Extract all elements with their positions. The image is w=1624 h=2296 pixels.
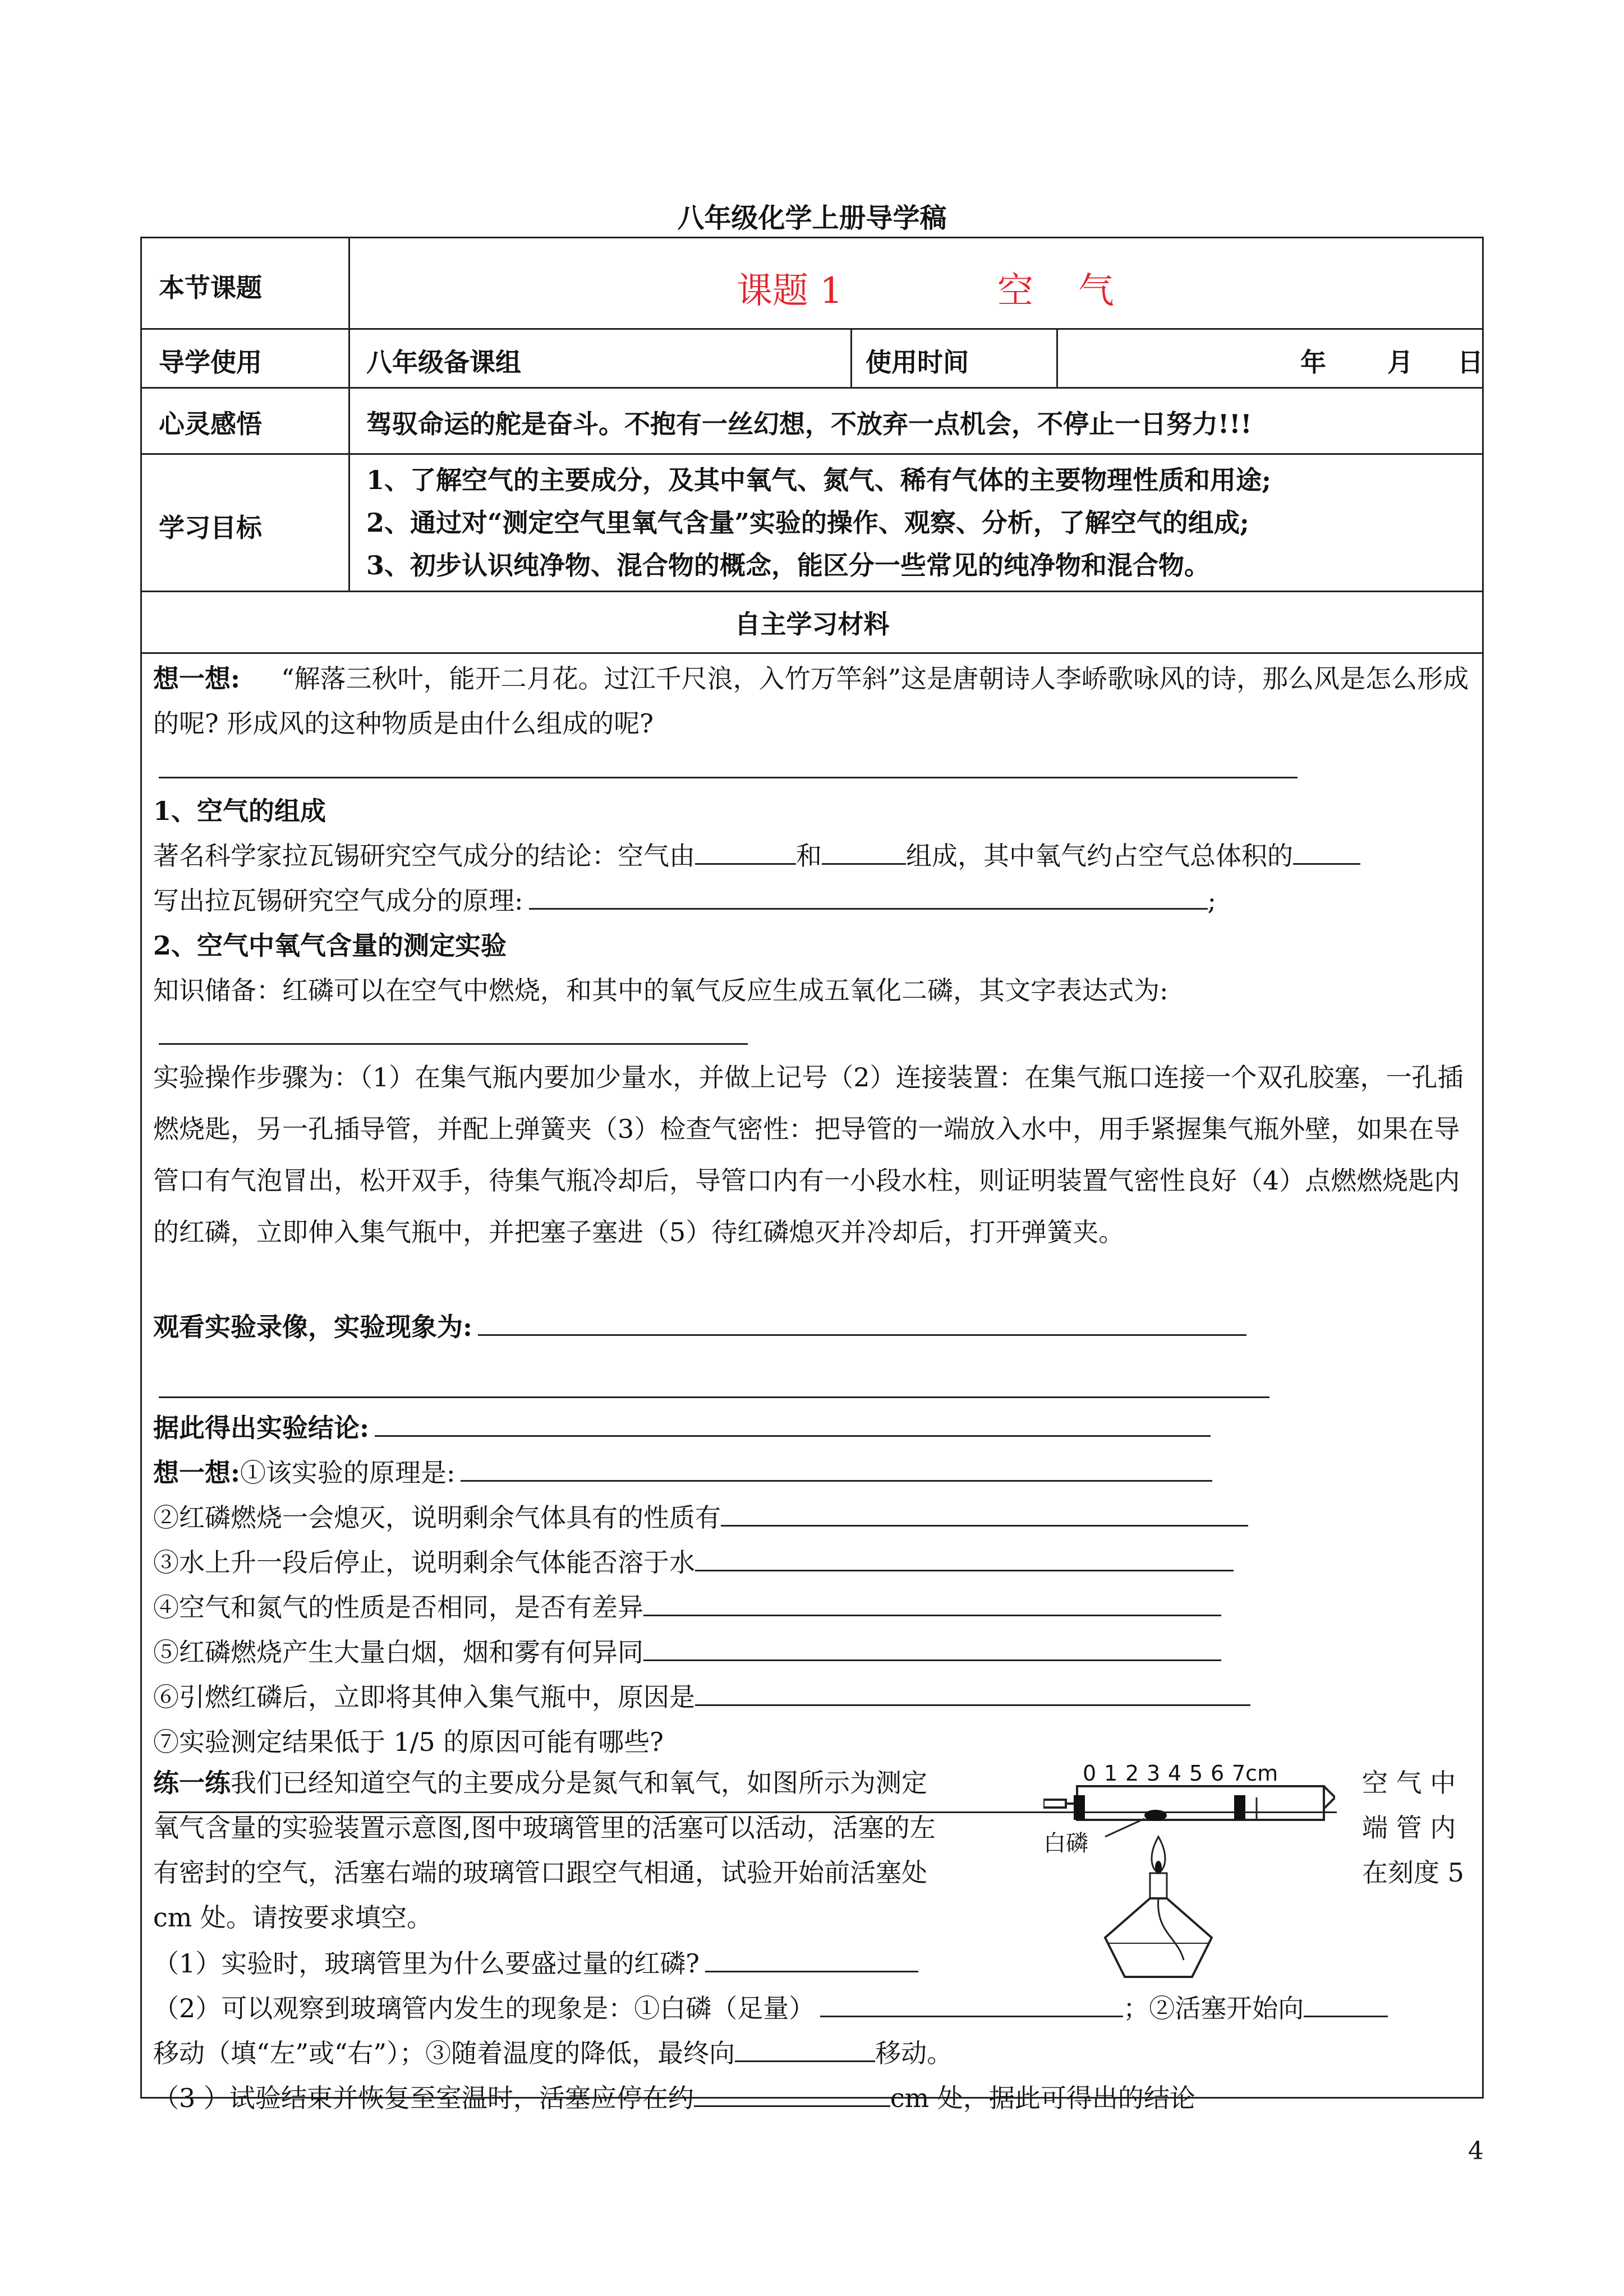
date-month: 月 bbox=[1387, 347, 1413, 377]
goals-list bbox=[366, 459, 1271, 587]
s1-text: 写出拉瓦锡研究空气成分的原理: bbox=[153, 886, 523, 916]
scale-label: 4 bbox=[1168, 1761, 1182, 1786]
goal-item: 3、初步认识纯净物、混合物的概念，能区分一些常见的纯净物和混合物。 bbox=[366, 550, 1211, 580]
question-text: ⑥引燃红磷后，立即将其伸入集气瓶中，原因是 bbox=[153, 1682, 695, 1712]
section1-heading: 1、空气的组成 bbox=[153, 796, 326, 826]
table-rule bbox=[142, 591, 1482, 592]
question-text: ；②活塞开始向 bbox=[1123, 1993, 1304, 2023]
page-number: 4 bbox=[1468, 2137, 1484, 2165]
topic-label: 本节课题 bbox=[159, 273, 262, 303]
scale-label: 2 bbox=[1125, 1761, 1139, 1786]
observe-line bbox=[153, 1307, 1246, 1344]
s1-text: ; bbox=[1207, 886, 1216, 916]
table-col-rule bbox=[850, 328, 852, 387]
usage-value: 八年级备课组 bbox=[366, 347, 521, 377]
white-phosphorus bbox=[1144, 1810, 1167, 1821]
goals-label: 学习目标 bbox=[159, 513, 262, 543]
think1-label: 想一想: bbox=[153, 663, 240, 694]
open-end bbox=[1324, 1786, 1335, 1809]
practice-q2-line1 bbox=[153, 1988, 1388, 2025]
scale-label: 7cm bbox=[1232, 1761, 1278, 1786]
blank bbox=[375, 1408, 1211, 1437]
section2-heading: 2、空气中氧气含量的测定实验 bbox=[153, 930, 507, 961]
phosphorus-label: 白磷 bbox=[1043, 1831, 1088, 1856]
blank bbox=[721, 1498, 1248, 1527]
lesson-name: 空气 bbox=[997, 270, 1159, 312]
table-rule bbox=[142, 328, 1482, 330]
question-text: ⑤红磷燃烧产生大量白烟，烟和雾有何异同 bbox=[153, 1637, 643, 1667]
lesson-number: 课题 1 bbox=[737, 270, 843, 312]
question-q7: ⑦实验测定结果低于 1/5 的原因可能有哪些? bbox=[153, 1727, 664, 1757]
blank bbox=[643, 1633, 1221, 1661]
scale-label: 1 bbox=[1104, 1761, 1118, 1786]
conclusion-label: 据此得出实验结论: bbox=[153, 1413, 369, 1443]
table-rule bbox=[142, 652, 1482, 654]
question-text: ②红磷燃烧一会熄灭，说明剩余气体具有的性质有 bbox=[153, 1502, 721, 1533]
table-col-rule bbox=[1056, 328, 1058, 387]
practice-line3: 有密封的空气，活塞右端的玻璃管口跟空气相通，试验开始前活塞处 bbox=[153, 1857, 927, 1888]
practice-side-2: 端 管 内 bbox=[1362, 1813, 1456, 1843]
scale-label: 5 bbox=[1189, 1761, 1203, 1786]
practice-line4: cm 处。请按要求填空。 bbox=[153, 1902, 433, 1933]
apparatus-figure bbox=[1043, 1753, 1335, 1988]
practice-text: 我们已经知道空气的主要成分是氮气和氧气，如图所示为测定 bbox=[231, 1768, 927, 1798]
blank bbox=[695, 1677, 1250, 1706]
answer-line bbox=[159, 1043, 748, 1045]
blank bbox=[695, 836, 796, 865]
lesson-title bbox=[737, 262, 1159, 313]
question-text: （2）可以观察到玻璃管内发生的现象是：①白磷（足量） bbox=[153, 1993, 815, 2023]
question-text: ④空气和氮气的性质是否相同，是否有差异 bbox=[153, 1592, 643, 1622]
question-text: 移动（填“左”或“右”）；③随着温度的降低，最终向 bbox=[153, 2038, 735, 2068]
question-text: （1）实验时，玻璃管里为什么要盛过量的红磷? bbox=[153, 1948, 700, 1979]
section2-knowledge: 知识储备：红磷可以在空气中燃烧，和其中的氧气反应生成五氧化二磷，其文字表达式为: bbox=[153, 975, 1168, 1006]
date-year: 年 bbox=[1300, 347, 1326, 377]
lamp-wick bbox=[1158, 1898, 1184, 1960]
question-q6 bbox=[153, 1677, 1250, 1714]
motto-text: 驾驭命运的舵是奋斗。不抱有一丝幻想，不放弃一点机会，不停止一日努力!!! bbox=[366, 409, 1252, 439]
think2-q1 bbox=[153, 1453, 1212, 1490]
blank bbox=[820, 1989, 1123, 2017]
practice-side-3: 在刻度 5 bbox=[1362, 1857, 1464, 1888]
usage-label: 导学使用 bbox=[159, 347, 262, 377]
blank bbox=[1293, 836, 1360, 865]
practice-line1 bbox=[153, 1763, 927, 1800]
section1-line2 bbox=[153, 880, 1216, 918]
goal-item: 1、了解空气的主要成分，及其中氧气、氮气、稀有气体的主要物理性质和用途; bbox=[366, 465, 1271, 495]
section1-line1 bbox=[153, 836, 1360, 873]
s1-text: 著名科学家拉瓦锡研究空气成分的结论：空气由 bbox=[153, 841, 695, 871]
question-text: cm 处，据此可得出的结论 bbox=[890, 2083, 1195, 2113]
think1-text: “解落三秋叶，能开二月花。过江千尺浪，入竹万竿斜”这是唐朝诗人李峤歌咏风的诗，那么风是怎么形成的呢? 形成风的这种物质是由什么组成的呢? bbox=[153, 663, 1469, 739]
blank bbox=[461, 1453, 1212, 1482]
answer-line bbox=[159, 1396, 1269, 1398]
label-pointer bbox=[1105, 1819, 1144, 1837]
section-header: 自主学习材料 bbox=[734, 609, 890, 639]
date-day: 日 bbox=[1457, 347, 1483, 377]
practice-q1 bbox=[153, 1943, 918, 1980]
blank bbox=[705, 1944, 918, 1972]
blank bbox=[478, 1307, 1246, 1336]
blank bbox=[643, 1588, 1221, 1616]
table-col-rule bbox=[348, 238, 350, 591]
question-text: ③水上升一段后停止，说明剩余气体能否溶于水 bbox=[153, 1547, 695, 1578]
table-rule bbox=[142, 387, 1482, 389]
blank bbox=[822, 836, 906, 865]
left-plug bbox=[1074, 1795, 1085, 1820]
answer-line bbox=[159, 777, 1298, 778]
blank bbox=[695, 1543, 1234, 1571]
scale-label: 0 bbox=[1083, 1761, 1097, 1786]
motto-label: 心灵感悟 bbox=[159, 409, 262, 439]
table-rule bbox=[142, 453, 1482, 455]
practice-q2-line2 bbox=[153, 2033, 953, 2070]
s1-text: 和 bbox=[796, 841, 822, 871]
question-q2 bbox=[153, 1497, 1248, 1534]
blank bbox=[694, 2078, 890, 2107]
observe-label: 观看实验录像，实验现象为: bbox=[153, 1312, 472, 1342]
blank bbox=[529, 881, 1208, 910]
scale-label: 3 bbox=[1147, 1761, 1161, 1786]
question-text: 移动。 bbox=[875, 2038, 953, 2068]
practice-q3 bbox=[153, 2078, 1195, 2115]
scale-label: 6 bbox=[1211, 1761, 1225, 1786]
practice-label: 练一练 bbox=[153, 1768, 231, 1798]
question-q4 bbox=[153, 1587, 1221, 1624]
goal-item: 2、通过对“测定空气里氧气含量”实验的操作、观察、分析，了解空气的组成; bbox=[366, 508, 1249, 538]
practice-side-1: 空 气 中 bbox=[1362, 1768, 1456, 1798]
time-label: 使用时间 bbox=[866, 347, 969, 377]
lamp-neck bbox=[1150, 1873, 1167, 1898]
page-title: 八年级化学上册导学稿 bbox=[677, 202, 947, 234]
blank bbox=[1304, 1989, 1388, 2017]
think1-paragraph bbox=[153, 656, 1471, 746]
question-q3 bbox=[153, 1542, 1234, 1579]
piston bbox=[1234, 1795, 1245, 1820]
s1-text: 组成，其中氧气约占空气总体积的 bbox=[906, 841, 1293, 871]
think2-label: 想一想: bbox=[153, 1458, 240, 1488]
question-q5 bbox=[153, 1632, 1221, 1669]
section2-steps: 实验操作步骤为：（1）在集气瓶内要加少量水，并做上记号（2）连接装置：在集气瓶口连接一个双孔胶塞，一孔插燃烧匙，另一孔插导管，并配上弹簧夹（3）检查气密性：把导管的一端放入水中，用手紧握集气瓶外壁，如果在导管口有气泡冒出，松开双手，待集气瓶冷却后，导管口内有一小段水柱，则证明装置气密性良好（4）点燃燃烧匙内的红磷，立即伸入集气瓶中，并把塞子塞进（5）待红磷熄灭并冷却后，打开弹簧夹。 bbox=[153, 1062, 1464, 1247]
wick bbox=[1155, 1861, 1162, 1874]
tube-seal bbox=[1043, 1800, 1066, 1808]
apparatus-diagram bbox=[1043, 1753, 1335, 1988]
question-text: ①该实验的原理是: bbox=[240, 1458, 456, 1488]
blank bbox=[735, 2034, 875, 2062]
glass-tube bbox=[1077, 1786, 1324, 1820]
question-text: （3 ）试验结束并恢复至室温时，活塞应停在约 bbox=[153, 2083, 694, 2113]
conclusion-line bbox=[153, 1408, 1211, 1445]
practice-line2: 氧气含量的实验装置示意图,图中玻璃管里的活塞可以活动，活塞的左 bbox=[153, 1813, 936, 1843]
